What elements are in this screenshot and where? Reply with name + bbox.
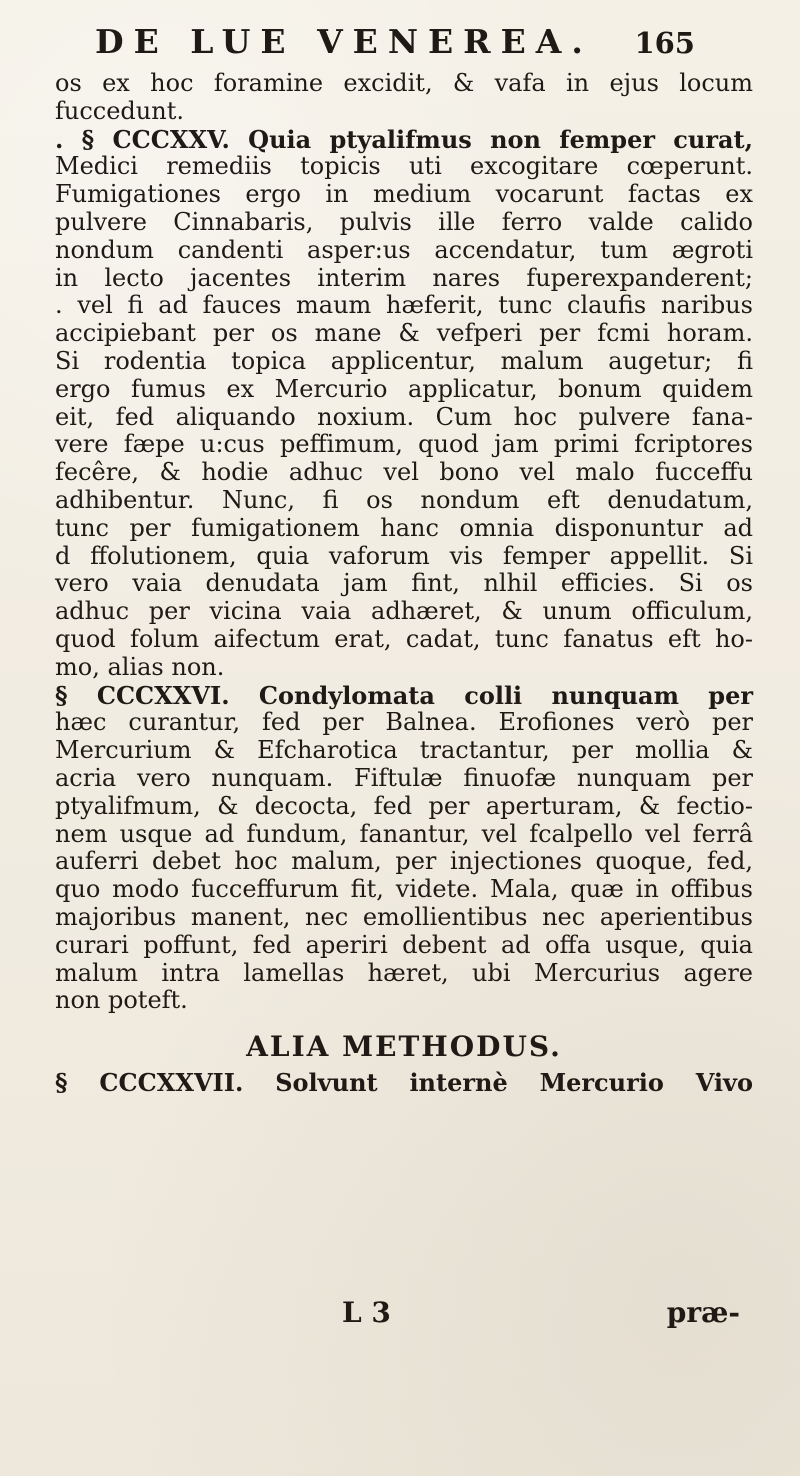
text-line: nondum candenti asper:us accendatur, tum ægroti <box>55 235 753 264</box>
text-line: Si rodentia topica applicentur, malum augetur; fi <box>55 346 753 375</box>
text-line: quod folum aifectum erat, cadat, tunc fanatus eft ho- <box>55 624 753 653</box>
page-header <box>95 22 695 64</box>
text-line: malum intra lamellas hæret, ubi Mercurius agere <box>55 958 753 987</box>
text-line: mo, alias non. <box>55 652 225 681</box>
text-line: eit, fed aliquando noxium. Cum hoc pulvere fana- <box>55 402 753 431</box>
text-line: Medici remediis topicis uti excogitare cœperunt. <box>55 152 753 181</box>
text-line: curari poffunt, fed aperiri debent ad offa usque, quia <box>55 930 753 959</box>
text-line: majoribus manent, nec emollientibus nec aperientibus <box>55 902 753 931</box>
text-line: Fumigationes ergo in medium vocarunt factas ex <box>55 180 753 209</box>
paragraph-start-line: . § CCCXXV. Quia ptyalifmus non femper curat, <box>55 124 753 154</box>
text-line: tunc per fumigationem hanc omnia disponuntur ad <box>55 513 753 542</box>
signature-mark: L 3 <box>342 1296 391 1329</box>
paragraph-start-line: § CCCXXVII. Solvunt internè Mercurio Vivo <box>55 1068 753 1098</box>
text-line: adhibentur. Nunc, fi os nondum eft denudatum, <box>55 485 753 514</box>
text-line: hæc curantur, fed per Balnea. Erofiones verò per <box>55 708 753 737</box>
text-line: pulvere Cinnabaris, pulvis ille ferro valde calido <box>55 207 753 236</box>
paragraph-start-line: § CCCXXVI. Condylomata colli nunquam per <box>55 680 753 710</box>
text-line: auferri debet hoc malum, per injectiones quoque, fed, <box>55 847 753 876</box>
text-line: Mercurium & Efcharotica tractantur, per mollia & <box>55 736 753 765</box>
text-line: . vel fi ad fauces maum hæferit, tunc claufis naribus <box>55 291 753 320</box>
text-line: vero vaia denudata jam fint, nlhil efficies. Si os <box>55 569 753 598</box>
text-line: d ffolutionem, quia vaforum vis femper appellit. Si <box>55 541 753 570</box>
text-line: os ex hoc foramine excidit, & vafa in ejus locum <box>55 69 753 97</box>
text-line: fuccedunt. <box>55 96 184 125</box>
text-line: quo modo fucceffurum fit, videte. Mala, quæ in offibus <box>55 875 753 904</box>
text-line: non poteft. <box>55 986 188 1015</box>
page-number: 165 <box>634 26 695 60</box>
catchword: præ- <box>666 1296 740 1329</box>
text-line: acria vero nunquam. Fiftulæ finuofæ nunquam per <box>55 763 753 792</box>
text-line: adhuc per vicina vaia adhæret, & unum officulum, <box>55 597 753 626</box>
main-text-block <box>55 70 753 1097</box>
text-line: vere fæpe u:cus peffimum, quod jam primi fcriptores <box>55 430 753 459</box>
text-line: ptyalifmum, & decocta, fed per aperturam, & fectio- <box>55 791 753 820</box>
text-line: ergo fumus ex Mercurio applicatur, bonum quidem <box>55 374 753 403</box>
text-line: fecêre, & hodie adhuc vel bono vel malo fucceffu <box>55 458 753 487</box>
page-footer <box>0 1296 800 1336</box>
running-head: DE LUE VENEREA. <box>95 22 593 61</box>
text-line: accipiebant per os mane & vefperi per fcmi horam. <box>55 319 753 348</box>
section-heading: ALIA METHODUS. <box>246 1030 562 1064</box>
text-line: in lecto jacentes interim nares fuperexpanderent; <box>55 263 753 292</box>
text-line: nem usque ad fundum, fanantur, vel fcalpello vel ferrâ <box>55 819 753 848</box>
